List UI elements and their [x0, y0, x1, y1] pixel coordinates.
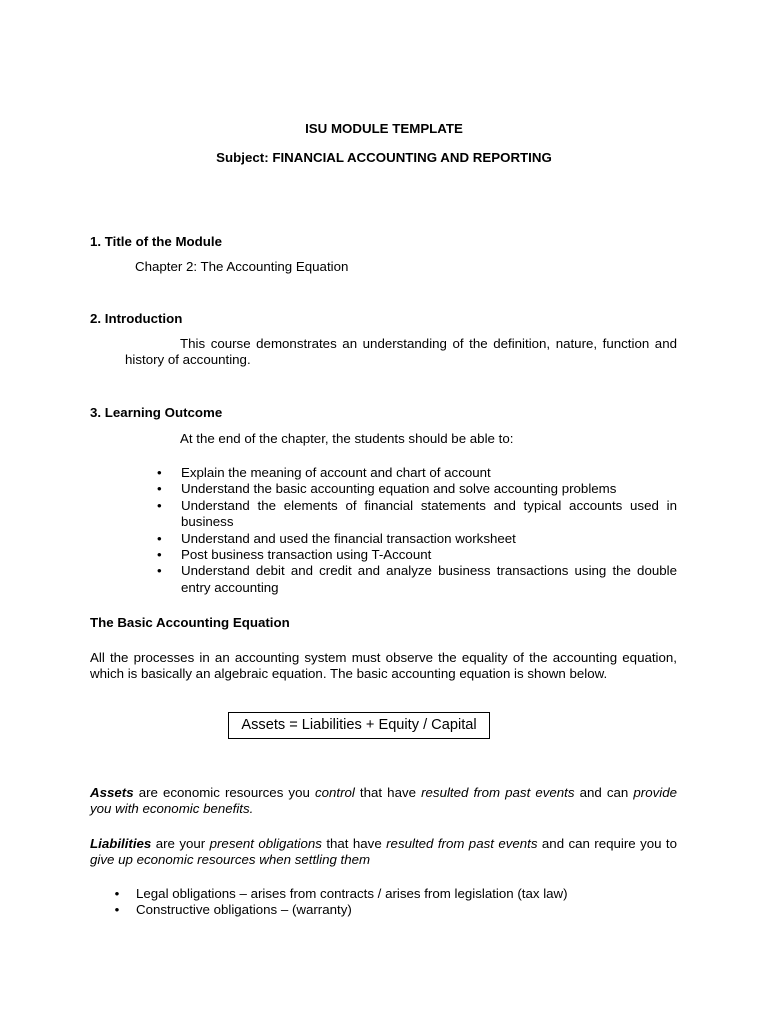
list-item	[157, 530, 677, 547]
list-item-text: Explain the meaning of account and chart of account	[181, 465, 491, 480]
list-item	[157, 465, 677, 481]
section-2-heading: 2. Introduction	[90, 311, 183, 326]
module-title: Chapter 2: The Accounting Equation	[135, 259, 349, 274]
liabilities-emphasis: present obligations	[209, 836, 322, 851]
liabilities-term: Liabilities	[90, 836, 152, 851]
list-item-text: Understand the basic accounting equation and solve accounting problems	[181, 481, 617, 497]
section-1-heading: 1. Title of the Module	[90, 234, 222, 249]
list-item	[157, 547, 677, 563]
bullet-icon: •	[114, 902, 120, 918]
section-3-heading: 3. Learning Outcome	[90, 405, 223, 420]
liabilities-text: and can require you to	[537, 836, 678, 851]
bullet-icon: •	[157, 481, 162, 497]
introduction-paragraph: This course demonstrates an understanding of the definition, nature, function and history of accounting.	[125, 336, 677, 368]
list-item	[157, 563, 677, 596]
liabilities-text: that have	[321, 836, 387, 851]
liabilities-definition	[90, 836, 677, 869]
list-item	[114, 902, 677, 918]
basic-equation-paragraph: All the processes in an accounting system must observe the equality of the accounting equation, which is basically an algebraic equation. The basic accounting equation is shown below.	[90, 650, 677, 682]
list-item-text: Constructive obligations – (warranty)	[136, 902, 352, 918]
bullet-icon: •	[114, 886, 120, 901]
learning-outcome-list	[157, 465, 677, 596]
assets-emphasis: provide you with economic benefits.	[90, 785, 677, 817]
liabilities-text: are your	[151, 836, 210, 851]
subject-line	[0, 150, 768, 166]
list-item-text: Understand and used the financial transaction worksheet	[181, 530, 516, 546]
subject-label: Subject:	[216, 150, 269, 165]
bullet-icon: •	[157, 465, 162, 480]
list-item-text: Understand the elements of financial statements and typical accounts used in business	[181, 497, 677, 530]
bullet-icon: •	[157, 547, 162, 563]
liabilities-emphasis: resulted from past events	[386, 836, 538, 851]
assets-emphasis: control	[314, 785, 355, 800]
assets-emphasis: resulted from past events	[421, 785, 575, 800]
bullet-icon: •	[157, 530, 162, 546]
assets-term: Assets	[90, 785, 134, 800]
list-item	[114, 886, 677, 902]
assets-definition	[90, 785, 677, 818]
bullet-icon: •	[157, 563, 162, 579]
list-item-text: Understand debit and credit and analyze business transactions using the double entry accounting	[181, 563, 677, 595]
assets-text: that have	[354, 785, 422, 800]
list-item-text: Post business transaction using T-Account	[181, 547, 432, 563]
obligations-list	[114, 886, 677, 919]
document-title: ISU MODULE TEMPLATE	[305, 121, 463, 136]
assets-text: are economic resources you	[133, 785, 315, 800]
basic-equation-heading: The Basic Accounting Equation	[90, 615, 290, 630]
learning-outcome-intro: At the end of the chapter, the students should be able to:	[180, 431, 514, 446]
bullet-icon: •	[157, 497, 162, 513]
list-item	[157, 497, 677, 531]
subject-value: FINANCIAL ACCOUNTING AND REPORTING	[272, 150, 552, 165]
assets-text: and can	[574, 785, 634, 800]
list-item-text: Legal obligations – arises from contracts / arises from legislation (tax law)	[136, 886, 568, 901]
list-item	[157, 481, 677, 497]
liabilities-emphasis: give up economic resources when settling them	[90, 852, 371, 868]
accounting-equation-box: Assets = Liabilities + Equity / Capital	[228, 712, 490, 739]
